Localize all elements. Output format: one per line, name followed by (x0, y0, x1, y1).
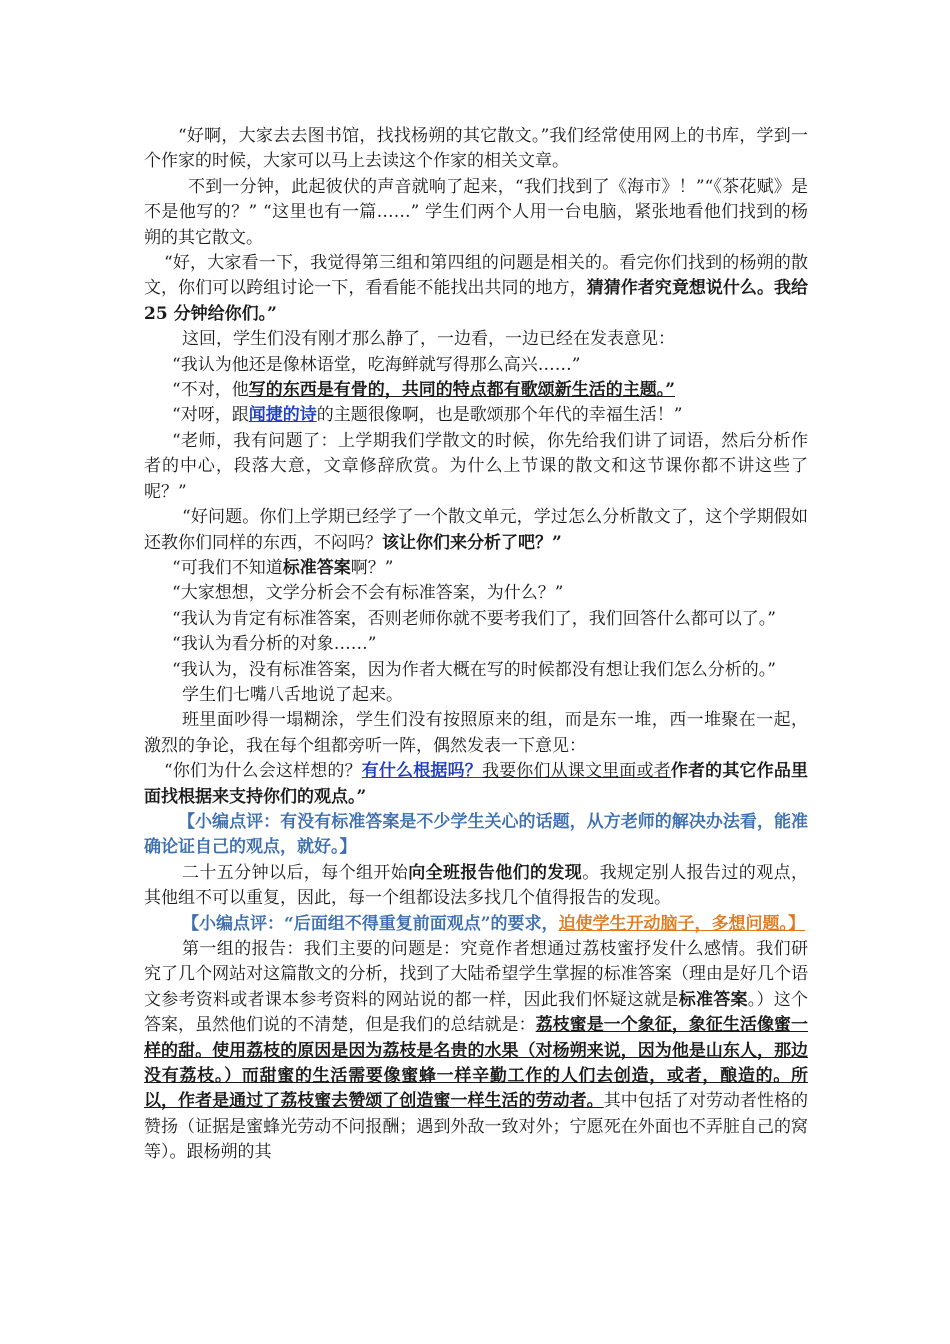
paragraph-2 (144, 175, 808, 251)
bold-text: 标准答案 (678, 989, 748, 1010)
paragraph-19 (144, 937, 808, 1166)
bold-text: 作者的其它作品里面找根据来支持你们的观点。” (144, 761, 809, 807)
bold-text: 该让你们来分析了吧？” (382, 532, 562, 553)
paragraph-8 (144, 429, 808, 505)
paragraph-17 (144, 759, 808, 810)
paragraph-text: 第一组的报告：我们主要的问题是：究竟作者想通过荔枝蜜抒发什么感情。我们研究了几个网站对这篇散文的分析，找到了大陆希望学生掌握的标准答案（理由是好几个语文参考资料或者课本参考资料的网站说的都一样，因此我们怀疑这就是 (144, 939, 808, 1010)
paragraph-text: “不对，他 (172, 380, 249, 401)
paragraph-12 (144, 607, 808, 632)
paragraph-text: “我认为看分析的对象……” (172, 634, 377, 655)
editor-comment-text: 【小编点评：有没有标准答案是不少学生关心的话题，从方老师的解决办法看，能准确论证自己的观点，就好。】 (144, 811, 808, 858)
paragraph-14 (144, 658, 808, 683)
paragraph-7 (144, 403, 808, 428)
paragraph-6 (144, 378, 808, 403)
highlighted-comment-text: 迫使学生开动脑子，多想问题。】 (558, 913, 806, 934)
underlined-text: 我要你们从课文里面或者 (481, 761, 671, 782)
link-wenjie-poems[interactable]: 闻捷的诗 (248, 405, 317, 426)
editor-comment-1 (144, 810, 808, 861)
paragraph-text: 这回，学生们没有刚才那么静了，一边看，一边已经在发表意见： (182, 329, 675, 350)
paragraph-9 (144, 505, 808, 556)
paragraph-text: 。）这个答案，虽然他们说的不清楚，但是我们的总结就是： (144, 989, 808, 1036)
paragraph-text: “我认为，没有标准答案，因为作者大概在写的时候都没有想让我们怎么分析的。” (172, 659, 776, 680)
paragraph-text: “好，大家看一下，我觉得第三组和第四组的问题是相关的。看完你们找到的杨朔的散文，你们可以跨组讨论一下，看看能不能找出共同的地方， (144, 253, 808, 299)
paragraph-3 (144, 251, 808, 327)
paragraph-text: “我认为他还是像林语堂，吃海鲜就写得那么高兴……” (172, 354, 581, 375)
paragraph-text: 其中包括了对劳动者性格的赞扬（证据是蜜蜂光劳动不问报酬；遇到外敌一致对外；宁愿死在外面也不弄脏自己的窝等）。跟杨朔的其 (144, 1091, 809, 1163)
paragraph-13 (144, 632, 808, 657)
paragraph-text: “可我们不知道 (172, 557, 283, 578)
bold-text: 向全班报告他们的发现 (408, 862, 583, 883)
paragraph-15 (144, 683, 808, 708)
editor-comment-text: 【小编点评：“后面组不得重复前面观点”的要求， (182, 913, 559, 934)
paragraph-text: “你们为什么会这样想的？ (164, 761, 362, 782)
paragraph-1 (144, 124, 808, 175)
paragraph-18 (144, 861, 808, 912)
paragraph-text: “好啊，大家去去图书馆，找找杨朔的其它散文。”我们经常使用网上的书库，学到一个作家的时候，大家可以马上去读这个作家的相关文章。 (144, 126, 808, 172)
paragraph-text: 二十五分钟以后，每个组开始 (182, 862, 409, 883)
editor-comment-2 (144, 912, 808, 937)
paragraph-text: “对呀，跟 (172, 405, 249, 426)
paragraph-10 (144, 556, 808, 581)
article-body (144, 124, 808, 1166)
bold-text: 标准答案 (282, 557, 351, 578)
paragraph-text: “老师，我有问题了：上学期我们学散文的时候，你先给我们讲了词语，然后分析作者的中心，段落大意，文章修辞欣赏。为什么上节课的散文和这节课你都不讲这些了呢？” (144, 430, 808, 502)
underlined-bold-text: 写的东西是有骨的，共同的特点都有歌颂新生活的主题。” (248, 380, 675, 401)
paragraph-text: 不到一分钟，此起彼伏的声音就响了起来，“我们找到了《海市》！”“《茶花赋》是不是他写的？” “这里也有一篇……” 学生们两个人用一台电脑，紧张地看他们找到的杨朔的其它散文。 (144, 176, 808, 248)
paragraph-text: “大家想想，文学分析会不会有标准答案，为什么？” (172, 583, 564, 604)
paragraph-text: “好问题。你们上学期已经学了一个散文单元，学过怎么分析散文了，这个学期假如还教你们同样的东西，不闷吗？ (144, 507, 808, 553)
paragraph-text: “我认为肯定有标准答案，否则老师你就不要考我们了，我们回答什么都可以了。” (172, 608, 776, 629)
underlined-bold-text: 荔枝蜜是一个象征，象征生活像蜜一样的甜。使用荔枝的原因是因为荔枝是名贵的水果（对杨朔来说，因为他是山东人，那边没有荔枝。）而甜蜜的生活需要像蜜蜂一样辛勤工作的人们去创造，或者，酿造的。所以，作者是通过了荔枝蜜去赞颂了创造蜜一样生活的劳动者。 (144, 1015, 809, 1112)
paragraph-text: 班里面吵得一塌糊涂，学生们没有按照原来的组，而是东一堆，西一堆聚在一起，激烈的争论，我在每个组都旁听一阵，偶然发表一下意见： (144, 710, 808, 756)
paragraph-text: 。我规定别人报告过的观点，其他组不可以重复，因此，每一个组都设法多找几个值得报告的发现。 (144, 862, 809, 909)
paragraph-16 (144, 708, 808, 759)
bold-text: 猜猜作者究竟想说什么。我给 25 分钟给你们。” (144, 278, 809, 324)
paragraph-text: 啊？” (350, 557, 394, 578)
link-evidence[interactable]: 有什么根据吗？ (361, 761, 482, 782)
paragraph-text: 学生们七嘴八舌地说了起来。 (182, 684, 403, 705)
paragraph-4 (144, 327, 808, 352)
paragraph-11 (144, 581, 808, 606)
paragraph-5 (144, 353, 808, 378)
paragraph-text: 的主题很像啊，也是歌颂那个年代的幸福生活！” (316, 405, 683, 426)
